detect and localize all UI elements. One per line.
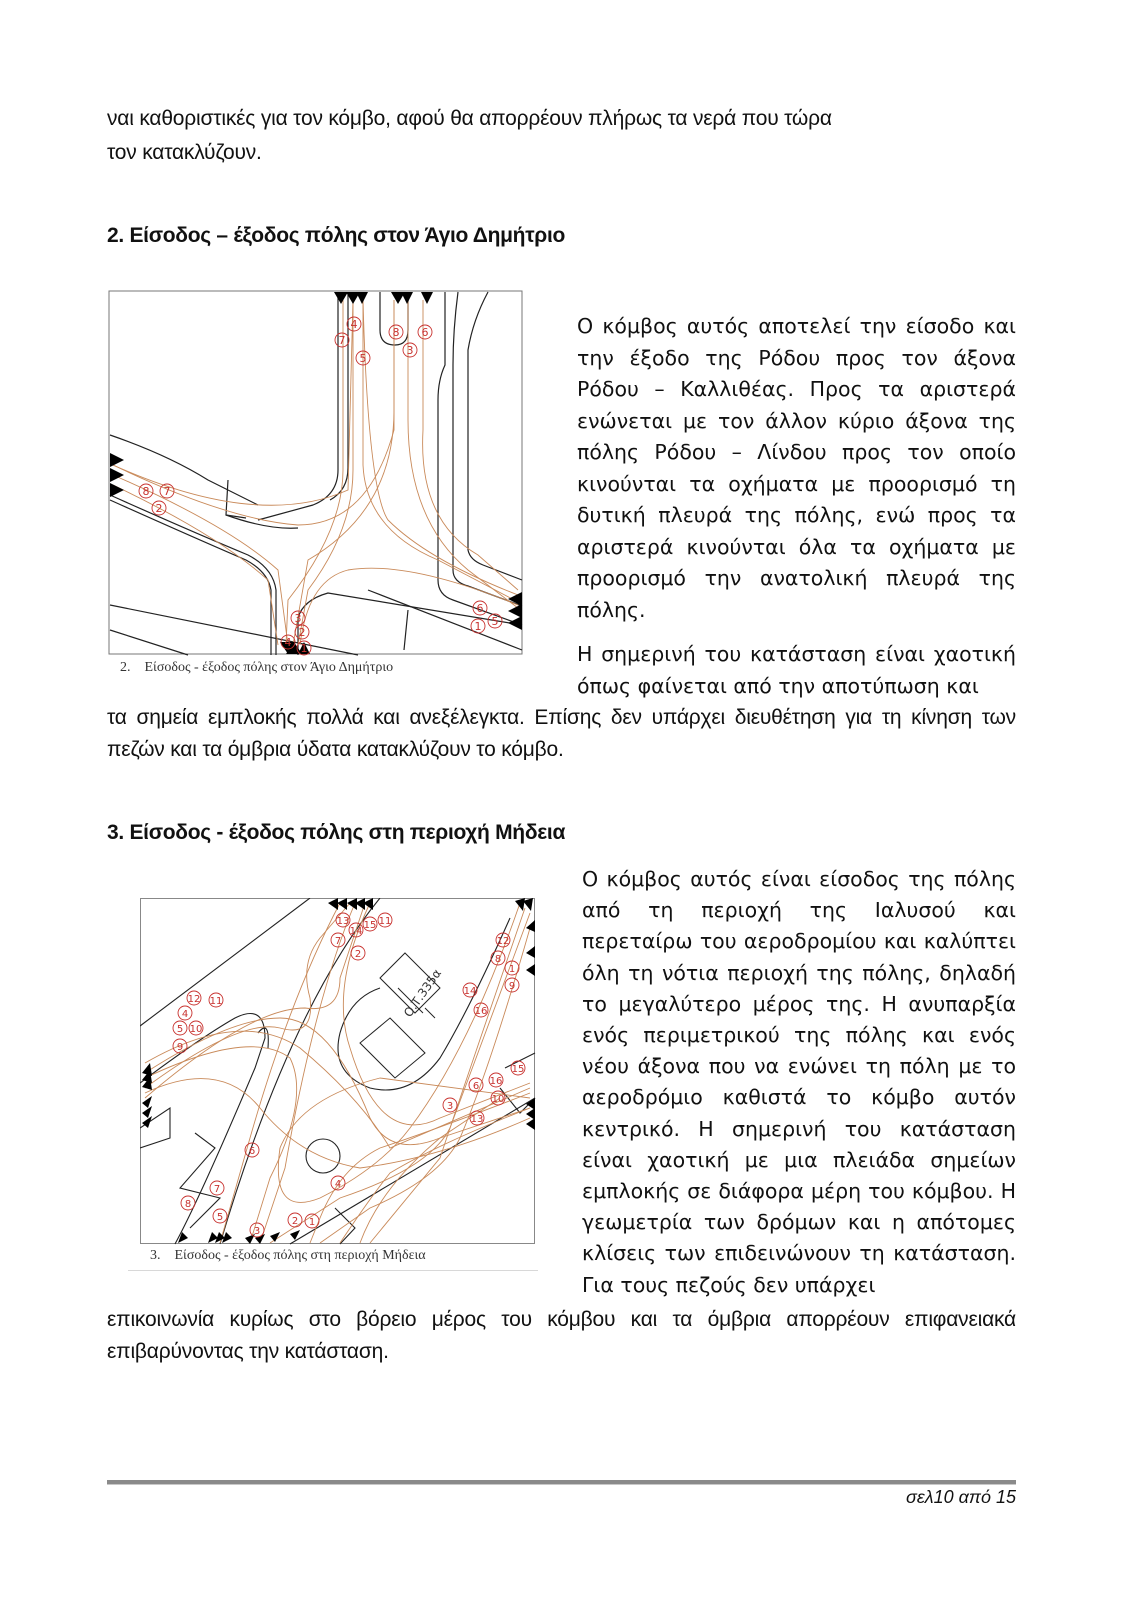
caption-number: 2. <box>120 660 131 675</box>
marker-label: 16 <box>489 1076 503 1087</box>
marker-label: 12 <box>496 936 510 947</box>
marker-label: 13 <box>470 1114 484 1125</box>
page-number: σελ10 από 15 <box>905 1487 1016 1507</box>
intro-line-1: ναι καθοριστικές για τον κόμβο, αφού θα απορρέουν πλήρως τα νερά που τώρα <box>107 107 832 130</box>
marker-label: 5 <box>359 352 367 365</box>
figure-3-caption <box>150 1248 426 1264</box>
marker-label: 7 <box>338 334 346 347</box>
marker-label: 12 <box>187 994 201 1005</box>
marker-label: 8 <box>392 326 400 339</box>
marker-label: 11 <box>378 916 392 927</box>
marker-label: 7 <box>213 1184 221 1195</box>
junction-diagram-3 <box>140 898 536 1245</box>
section-2-paragraph-2-end: τα σημεία εμπλοκής πολλά και ανεξέλεγκτα. Επίσης δεν υπάρχει διευθέτηση για τη κίνηση των πεζών και τα όμβρια ύδατα κατακλύζουν το κόμβο. <box>107 706 1016 761</box>
section-2-paragraph-1: Ο κόμβος αυτός αποτελεί την είσοδο και την έξοδο της Ρόδου προς τον άξονα Ρόδου – Καλλιθέας. Προς τα αριστερά ενώνεται με τον άλλον κύριο άξονα της πόλης Ρόδου – Λίνδου προς τον οποίο κινούνται τα οχήματα με προορισμό τη δυτική πλευρά της πόλης, ενώ προς τα αριστερά κινούνται όλα τα οχήματα με προορισμό την ανατολική πλευρά της πόλης. <box>577 314 1016 622</box>
marker-label: 1 <box>308 1217 316 1228</box>
marker-label: 8 <box>142 485 150 498</box>
marker-label: 10 <box>491 1094 505 1105</box>
marker-label: 7 <box>163 485 171 498</box>
marker-label: 6 <box>421 326 429 339</box>
marker-label: 4 <box>334 1179 342 1190</box>
marker-label: 3 <box>253 1226 261 1237</box>
marker-label: 2 <box>291 1216 299 1227</box>
marker-label: 6 <box>476 602 484 615</box>
section-3-paragraph-1-end: επικοινωνία κυρίως στο βόρειο μέρος του κόμβου και τα όμβρια απορρέουν επιφανειακά επιβαρύνοντας την κατάσταση. <box>107 1308 1016 1363</box>
marker-label: 9 <box>176 1042 184 1053</box>
marker-label: 1 <box>300 642 308 655</box>
marker-label: 8 <box>494 954 502 965</box>
marker-label: 7 <box>334 936 342 947</box>
marker-label: 4 <box>284 636 292 649</box>
marker-label: 9 <box>508 981 516 992</box>
marker-label: 13 <box>336 916 350 927</box>
figure-3-divider <box>128 1270 538 1271</box>
marker-label: 10 <box>189 1024 203 1035</box>
marker-label: 6 <box>248 1146 256 1157</box>
marker-label: 4 <box>181 1009 189 1020</box>
marker-label: 2 <box>298 626 306 639</box>
junction-diagram-2 <box>108 290 524 656</box>
caption-number: 3. <box>150 1248 161 1263</box>
marker-label: 6 <box>472 1081 480 1092</box>
marker-label: 5 <box>176 1024 184 1035</box>
figure-2-caption <box>120 660 393 676</box>
intro-line-2: τον κατακλύζουν. <box>107 141 262 164</box>
marker-label: 8 <box>184 1199 192 1210</box>
marker-label: 15 <box>511 1064 525 1075</box>
footer-rule <box>107 1480 1016 1485</box>
marker-label: 5 <box>491 615 499 628</box>
section-2-heading: 2. Είσοδος – έξοδος πόλης στον Άγιο Δημήτριο <box>107 224 566 247</box>
marker-label: 11 <box>209 996 223 1007</box>
marker-label: 3 <box>406 344 414 357</box>
marker-label: 3 <box>294 612 302 625</box>
figure-agios-dimitrios <box>108 290 524 656</box>
caption-text: Είσοδος - έξοδος πόλης στον Άγιο Δημήτριο <box>144 660 394 675</box>
marker-label: 1 <box>508 964 516 975</box>
caption-text: Είσοδος - έξοδος πόλης στη περιοχή Μήδεια <box>174 1248 426 1263</box>
marker-label: 14 <box>463 986 477 997</box>
marker-label: 1 <box>474 620 482 633</box>
marker-label: 3 <box>446 1101 454 1112</box>
section-2-paragraph-2-start: Η σημερινή του κατάσταση είναι χαοτική όπως φαίνεται από την αποτύπωση και <box>577 642 1016 698</box>
marker-label: 2 <box>155 502 163 515</box>
block-label: Ο.Τ.335α <box>400 966 445 1020</box>
marker-label: 2 <box>354 949 362 960</box>
figure-mideia <box>140 898 536 1245</box>
marker-label: 4 <box>350 318 358 331</box>
marker-label: 15 <box>363 920 377 931</box>
marker-label: 14 <box>349 926 363 937</box>
marker-label: 5 <box>216 1212 224 1223</box>
section-3-heading: 3. Είσοδος - έξοδος πόλης στη περιοχή Μήδεια <box>107 821 566 844</box>
section-3-paragraph-1: Ο κόμβος αυτός είναι είσοδος της πόλης από τη περιοχή της Ιαλυσού και περεταίρω του αεροδρομίου και καλύπτει όλη τη νότια περιοχή της πόλης, δηλαδή το μεγαλύτερο μέρος της. Η ανυπαρξία ενός περιμετρικού της πόλης και ενός νέου άξονα που να ενώνει τη πόλη με το αεροδρόμιο καθιστά το κόμβο αυτόν κεντρικό. Η σημερινή του κατάσταση είναι χαοτική με μια πλειάδα σημείων εμπλοκής σε διάφορα μέρη του κόμβου. Η γεωμετρία των δρόμων και η απότομες κλίσεις των επιδεινώνουν τη κατάσταση. Για τους πεζούς δεν υπάρχει <box>582 867 1016 1297</box>
marker-label: 16 <box>474 1006 488 1017</box>
